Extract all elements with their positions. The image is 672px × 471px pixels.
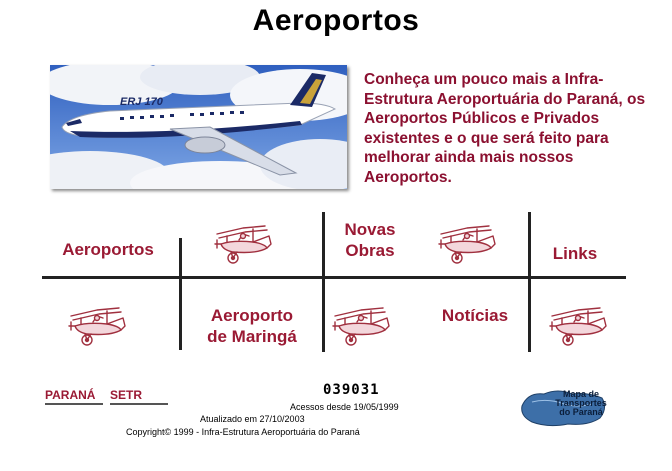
- aircraft-photo: [50, 65, 347, 189]
- biplane-icon: [67, 296, 127, 348]
- map-badge-line1: Mapa de: [562, 389, 599, 399]
- nav-vertical-divider-3: [528, 212, 531, 352]
- nav-vertical-divider-1: [179, 238, 182, 350]
- page-title: Aeroportos: [252, 4, 420, 37]
- nav-link-noticias[interactable]: Notícias: [441, 306, 509, 325]
- map-badge-line2: Transportes: [555, 398, 607, 408]
- intro-text: Conheça um pouco mais a Infra-Estrutura Aeroportuária do Paraná, os Aeroportos Públicos e Privados existentes e o que será feito para melhorar ainda mais nossos Aeroportos.: [364, 71, 646, 186]
- footer-link-setr[interactable]: SETR: [110, 388, 168, 405]
- last-updated: Atualizado em 27/10/2003: [200, 414, 305, 424]
- footer-link-parana[interactable]: PARANÁ: [45, 388, 103, 405]
- nav-link-novas-obras[interactable]: [326, 219, 414, 261]
- map-badge-line3: do Paraná: [559, 407, 603, 417]
- biplane-icon: [331, 296, 391, 348]
- biplane-icon: [548, 296, 608, 348]
- nav-horizontal-divider: [42, 276, 626, 279]
- nav-link-novas-obras-line2: Obras: [345, 241, 395, 260]
- access-since: Acessos desde 19/05/1999: [290, 402, 399, 412]
- nav-link-aeroporto-maringa[interactable]: [184, 305, 320, 347]
- biplane-icon: [213, 214, 273, 266]
- nav-link-novas-obras-line1: Novas: [344, 220, 396, 239]
- biplane-icon: [437, 214, 497, 266]
- nav-link-maringa-line1: Aeroporto: [210, 306, 294, 325]
- nav-link-links[interactable]: Links: [552, 244, 598, 263]
- nav-link-maringa-line2: de Maringá: [207, 327, 297, 346]
- visit-counter: 039031: [323, 382, 380, 398]
- copyright: Copyright© 1999 - Infra-Estrutura Aeroportuária do Paraná: [126, 427, 360, 437]
- nav-link-aeroportos[interactable]: Aeroportos: [62, 240, 154, 259]
- transport-map-link[interactable]: [518, 386, 610, 428]
- nav-vertical-divider-2: [322, 212, 325, 352]
- aircraft-label: ERJ 170: [120, 96, 163, 108]
